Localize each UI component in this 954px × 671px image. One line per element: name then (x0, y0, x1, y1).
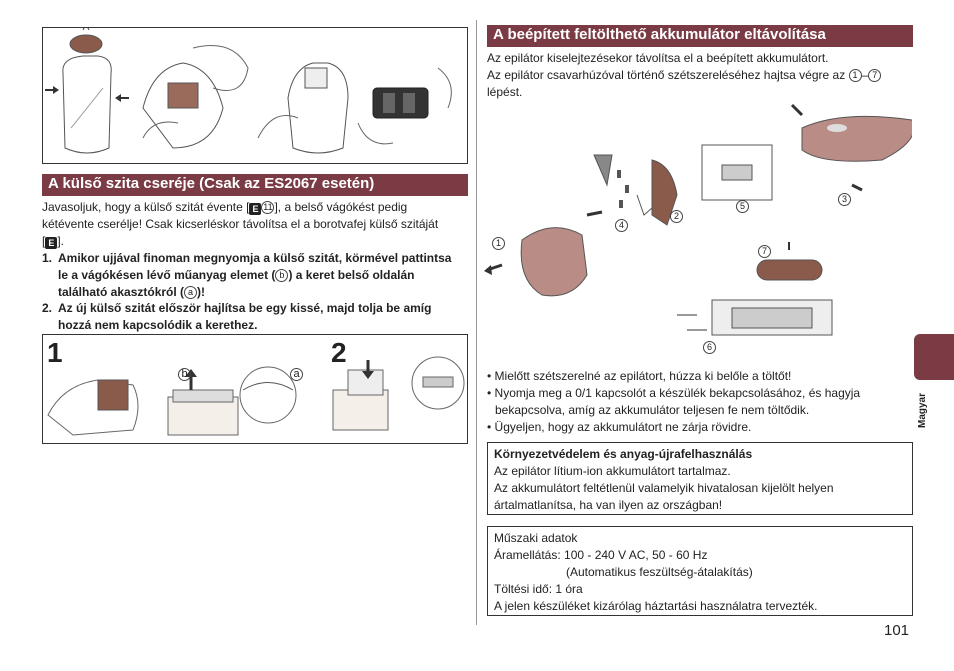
environment-box (487, 442, 913, 515)
disassembly-label-1: 1 (492, 237, 505, 250)
step-number: 1. (42, 251, 53, 265)
step-1 (42, 250, 472, 301)
bullet-item: Nyomja meg a 0/1 kapcsolót a készülék bekapcsolásához, és hagyja (494, 386, 861, 400)
bullet-item: Mielőtt szétszerelné az epilátort, húzza ki belőle a töltőt! (494, 369, 792, 383)
disassembly-label-5: 5 (736, 200, 749, 213)
figure-label-b: b (178, 368, 191, 381)
step-text: le a vágókésen lévő műanyag elemet ( (58, 268, 276, 282)
technical-title: Műszaki adatok (494, 531, 578, 545)
technical-line: Áramellátás: 100 - 240 V AC, 50 - 60 Hz (494, 548, 708, 562)
disassembly-label-4: 4 (615, 219, 628, 232)
intro-line: Az epilátor kiselejtezésekor távolítsa el a beépített akkumulátort. (487, 51, 829, 65)
foil-steps-figure (42, 334, 468, 444)
page-number: 101 (884, 622, 910, 639)
language-label: Magyar (917, 392, 929, 429)
figure-number-2: 2 (331, 337, 347, 368)
step-ref-7: 7 (868, 69, 881, 82)
environment-line: ártalmatlanítsa, ha van ilyen az országban! (494, 498, 723, 512)
intro-dash: – (861, 68, 869, 82)
e-badge-icon: E (45, 237, 57, 249)
environment-line: Az epilátor lítium-ion akkumulátort tartalmaz. (494, 464, 731, 478)
disassembly-figure (482, 100, 912, 362)
ref-number: 11 (263, 202, 273, 212)
bullet-item: Ügyeljen, hogy az akkumulátort ne zárja rövidre. (494, 420, 752, 434)
technical-line: Töltési idő: 1 óra (494, 582, 583, 596)
disassembly-illustration (482, 100, 912, 362)
step-2 (42, 300, 472, 334)
figure-number-1: 1 (47, 337, 63, 368)
step-number: 2. (42, 301, 53, 315)
step-ref-1: 1 (849, 69, 862, 82)
battery-intro (487, 50, 917, 101)
disassembly-label-6: 6 (703, 341, 716, 354)
step-text: Amikor ujjával finoman megnyomja a külső szitát, körmével pattintsa (58, 251, 452, 265)
column-divider (476, 20, 477, 625)
foil-replacement-illustration (43, 335, 467, 443)
environment-title: Környezetvédelem és anyag-újrafelhasználás (494, 447, 753, 461)
section-header-battery-removal: A beépített feltölthető akkumulátor eltávolítása (487, 25, 913, 47)
technical-line: (Automatikus feszültség-átalakítás) (566, 565, 753, 579)
disassembly-label-3: 3 (838, 193, 851, 206)
disassembly-label-7: 7 (758, 245, 771, 258)
step-text: ) a keret belső oldalán (288, 268, 415, 282)
label-a: a (184, 286, 197, 299)
intro-text: ], a belső vágókést pedig (274, 200, 408, 214)
epilator-head-illustration (43, 28, 467, 163)
language-side-tab (914, 334, 954, 380)
intro-line: Az epilátor csavarhúzóval történő szétszereléséhez hajtsa végre az (487, 68, 849, 82)
step-text: található akasztókról ( (58, 285, 185, 299)
e-badge-icon: E (249, 203, 261, 215)
section-header-outer-foil: A külső szita cseréje (Csak az ES2067 esetén) (42, 174, 468, 196)
figure-label-a: a (290, 368, 303, 381)
technical-line: A jelen készüléket kizárólag háztartási használatra tervezték. (494, 599, 818, 613)
step-text: Az új külső szitát először hajlítsa be egy kissé, majd tolja be amíg (58, 301, 432, 315)
intro-text: [ (42, 234, 46, 248)
technical-data-box (487, 526, 913, 616)
environment-line: Az akkumulátort feltétlenül valamelyik hivatalosan kijelölt helyen (494, 481, 834, 495)
intro-line: lépést. (487, 85, 523, 99)
top-left-figure (42, 27, 468, 164)
intro-paragraph (42, 199, 472, 250)
label-b: b (275, 269, 288, 282)
intro-text: kétévente cserélje! Csak kicserléskor távolítsa el a borotvafej külső szitáját (42, 217, 439, 231)
step-text: hozzá nem kapcsolódik a kerethez. (58, 318, 258, 332)
safety-bullets: • Mielőtt szétszerelné az epilátort, húzza ki belőle a töltőt! • Nyomja meg a 0/1 kapcsolót a készülék bekapcsolásához, és hagyja bekapcsolva, amíg az akkumulátor teljesen fe nem töltődik. • Ügyeljen, hogy az akkumulátort ne zárja rövidre. (487, 368, 917, 436)
disassembly-label-2: 2 (670, 210, 683, 223)
intro-text: Javasoljuk, hogy a külső szitát évente [ (42, 200, 250, 214)
bullet-item: bekapcsolva, amíg az akkumulátor teljesen fe nem töltődik. (495, 403, 810, 417)
step-text: )! (197, 285, 206, 299)
intro-text: ]. (57, 234, 65, 248)
